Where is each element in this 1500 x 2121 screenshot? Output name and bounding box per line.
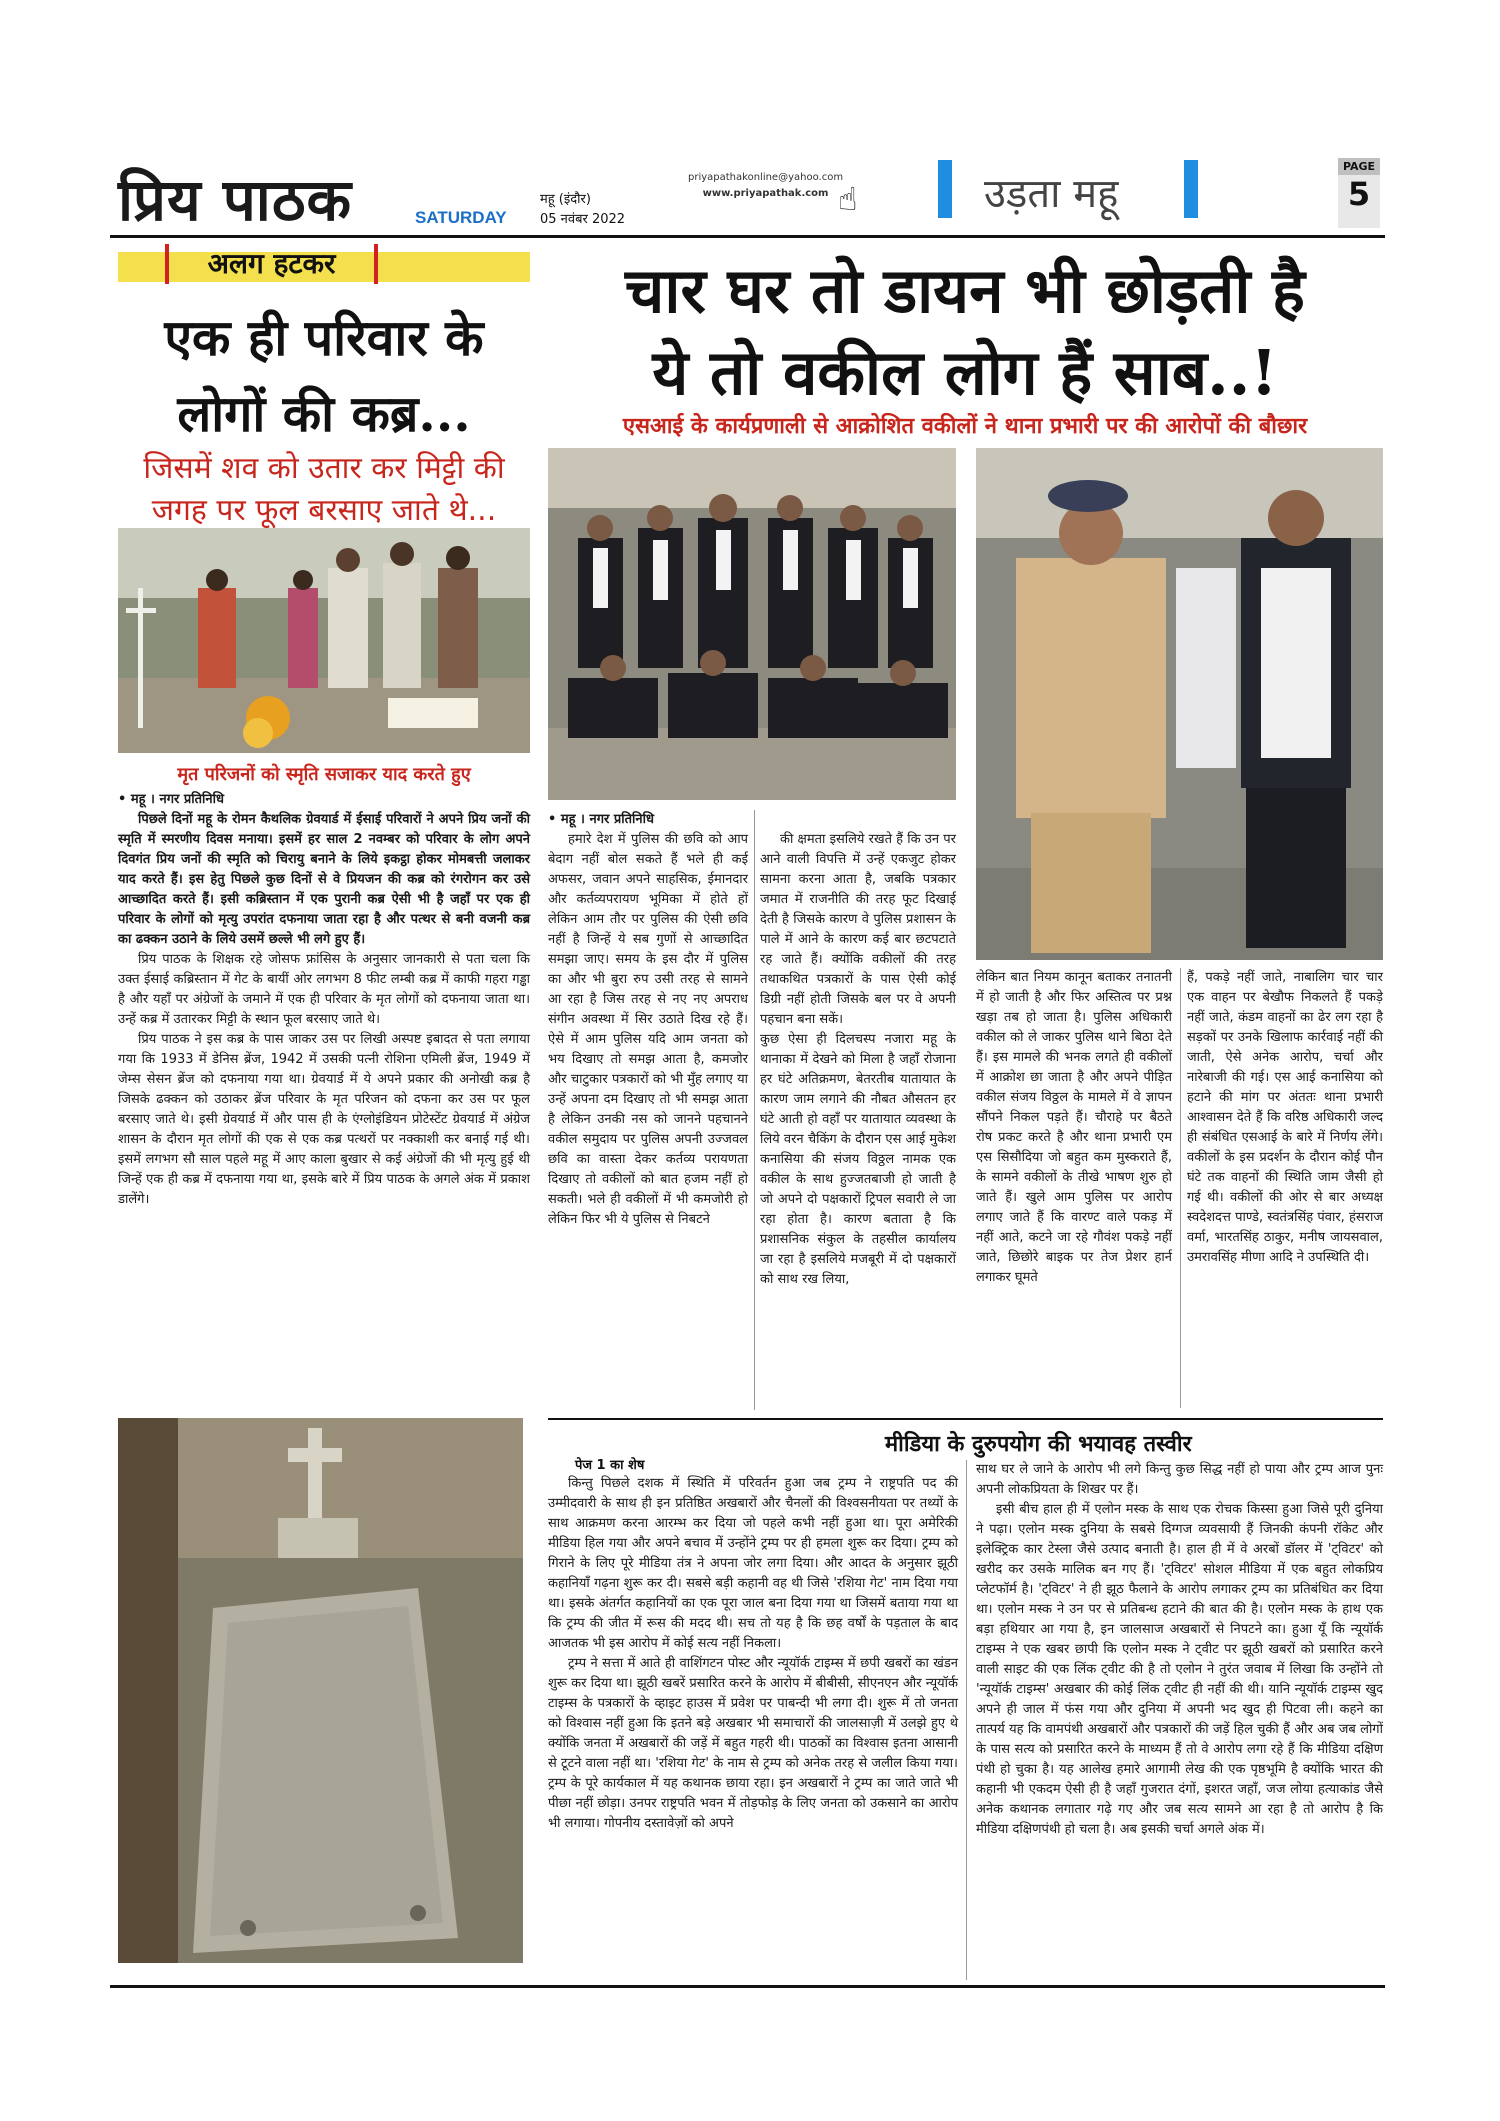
continued-label: पेज 1 का शेष: [575, 1458, 645, 1473]
bracket-left-icon: [938, 160, 952, 218]
bracket-right-icon: [1184, 160, 1198, 218]
continued-col-2b: इसी बीच हाल ही में एलोन मस्क के साथ एक रोचक किस्सा हुआ जिसे पूरी दुनिया ने पढ़ा। एलोन मस्क दुनिया के सबसे दिग्गज व्यवसायी हैं जिनकी कंपनी रॉकेट और इलेक्ट्रिक कार टेस्ला जैसे उत्पाद बनाती है। हाल ही में वे अरबों डॉलर में 'ट्विटर' को खरीद कर उसके मालिक बन गए हैं। 'ट्विटर' सोशल मीडिया में एक बहुत लोकप्रिय प्लेटफॉर्म है। 'ट्विटर' ने ही झूठ फैलाने के आरोप लगाकर ट्रम्प का प्रतिबंधित कर दिया था। एलोन मस्क ने उन पर से प्रतिबन्ध हटाने की बात की है। एलोन मस्क के हाथ एक बड़ा हथियार आ गया है, इन जालसाज अखबारों से निपटने का। हुआ यूँ कि न्यूयॉर्क टाइम्स ने एक खबर छापी कि एलोन मस्क ने ट्वीट पर झूठी खबरों को प्रसारित करने वाली साइट की एक लिंक ट्वीट की है तो एलोन ने तुरंत जवाब में लिखा कि उन्होंने तो 'न्यूयॉर्क टाइम्स' अखबार की कोई लिंक ट्वीट ही नहीं की थी। यानि न्यूयॉर्क टाइम्स खुद अपने ही जाल में फंस गया और दुनिया में अपनी भद खुद ही पिटवा ली। कहने का तात्पर्य यह कि वामपंथी अखबारों और पत्रकारों की जड़ें हिल चुकी हैं और अब जब लोगों के पास सत्य को प्रसारित करने के माध्यम हैं तो वे आरोप लगा रहे हैं कि मीडिया दक्षिण पंथी हो चुका है। यह आलेख हमारे आगामी लेख की एक पृष्ठभूमि है क्योंकि भारत की कहानी भी एकदम ऐसी ही है जहाँ गुजरात दंगों, इशरत जहाँ, जज लोया हत्याकांड जैसे अनेक कथानक लगातार गढ़े गए और जब सत्य सामने आ रहा है तो आरोप है कि मीडिया दक्षिणपंथी हो चला है। अब इसकी चर्चा अगले अंक में।: [976, 1502, 1383, 1837]
main-headline-line-2: ये तो वकील लोग हैं साब..!: [652, 336, 1278, 409]
police-officer-photo: [976, 448, 1383, 960]
main-col-1: [548, 810, 748, 1230]
left-para-1: प्रिय पाठक के शिक्षक रहे जोसफ फ्रांसिस के अनुसार जानकारी से पता चला कि उक्त ईसाई कब्रिस्तान में गेट के बायीं ओर लगभग 8 फीट लम्बी कब्र में काफी गहरा गड्ढा है और यहाँ पर अंग्रेजों के जमाने में एक ही परिवार के मृत लोगों को दफनाया जाता था। उन्हें कब्र में उतारकर मिट्टी के स्थान फूल बरसाए जाते थे।: [118, 952, 530, 1027]
masthead-date: 05 नवंबर 2022: [540, 212, 626, 227]
continued-title: मीडिया के दुरुपयोग की भयावह तस्वीर: [885, 1432, 1192, 1457]
masthead-rule: [110, 235, 1385, 238]
masthead-logo: प्रिय पाठक: [118, 166, 353, 234]
continued-col-2: [976, 1460, 1383, 1840]
masthead-place: महू (इंदौर): [540, 192, 591, 207]
column-divider: [754, 810, 755, 1410]
main-col-4-text: हैं, पकड़े नहीं जाते, नाबालिग चार चार एक वाहन पर बेखौफ निकलते हैं पकड़े नहीं जाते, कंडम वाहनों का ढेर लग रहा है सड़कों पर उनके खिलाफ कार्रवाई नहीं की जाती, ऐसे अनेक आरोप, चर्चा और नारेबाजी की गई। एस आई कनासिया को हटाने की मांग पर अंततः थाना प्रभारी आश्वासन देते हैं कि वरिष्ठ अधिकारी जल्द ही संबंधित एसआई के बारे में निर्णय लेंगे। वकीलों के इस प्रदर्शन के दौरान कोई पौन घंटे तक वाहनों की स्थिति जाम जैसी हो गई थी। वकीलों की ओर से बार अध्यक्ष स्वदेशदत्त पाण्डे, स्वतंत्रसिंह पंवार, हंसराज वर्मा, भारतसिंह ठाकुर, मनीष जायसवाल, उमरावसिंह मीणा आदि ने उपस्थिति दी।: [1187, 970, 1383, 1265]
lawyers-protest-photo: [548, 448, 956, 800]
pointer-hand-icon: ☝: [838, 180, 858, 218]
left-story-body: [118, 790, 530, 1210]
continued-col-1a: किन्तु पिछले दशक में स्थिति में परिवर्तन हुआ जब ट्रम्प ने राष्ट्रपति पद की उम्मीदवारी के साथ ही इन प्रतिष्ठित अखबारों और चैनलों की विश्वसनीयता पर तथ्यों के साथ आक्रमण करना आरम्भ कर दिया जो पहले कभी नहीं हुआ था। पूरा अमेरिकी मीडिया हिल गया और अपने बचाव में उन्होंने ट्रम्प पर ही हमला शुरू कर दिया। ट्रम्प को गिराने के लिए पूरे मीडिया तंत्र ने अपना जोर लगा दिया। और आदत के अनुसार झूठी कहानियाँ गढ़ना शुरू कर दी। सबसे बड़ी कहानी वह थी जिसे 'रशिया गेट' नाम दिया गया था। इसके अंतर्गत कहानियों का एक पूरा जाल बना दिया गया था जिसमें बताया गया था कि ट्रम्प की जीत में रूस की मदद थी। सच तो यह है कि छह वर्षों के पड़ताल के बाद आजतक भी इस आरोप में कोई सत्य नहीं निकला।: [548, 1476, 958, 1651]
page-number: 5: [1347, 175, 1371, 213]
main-byline: • महू । नगर प्रतिनिधि: [548, 812, 654, 827]
page-label: PAGE: [1338, 158, 1380, 175]
left-photo-caption: मृत परिजनों को स्मृति सजाकर याद करते हुए: [177, 764, 471, 785]
masthead-email: priyapathakonline@yahoo.com: [688, 172, 844, 183]
main-col-2: [760, 810, 956, 1310]
masthead-contact: [688, 170, 843, 202]
left-intro: पिछले दिनों महू के रोमन कैथलिक ग्रेवयार्ड में ईसाई परिवारों ने अपने प्रिय जनों की स्मृति में स्मरणीय दिवस मनाया। इसमें हर साल 2 नवम्बर को परिवार के लोग अपने दिवगंत प्रिय जनों की स्मृति को चिरायु बनाने के लिये इकट्ठा होकर मोमबत्ती जलाकर याद करते हैं। इस हेतु पिछले कुछ दिनों से वे प्रियजन की कब्र को रंगरोगन कर उसे आच्छादित करते हैं। इसी कब्रिस्तान में एक पुरानी कब्र ऐसी भी है जहाँ पर एक ही परिवार के लोगों को मृत्यु उपरांत दफनाया जाता रहा है और पत्थर से बनी वजनी कब्र का ढक्कन उठाने के लिये उसमें छल्ले भी लगे हुए हैं।: [118, 812, 530, 947]
left-headline: एक ही परिवार के लोगों की कब्र...: [164, 308, 484, 443]
section-title-box: [938, 160, 1198, 220]
grave-tomb-photo: [118, 1418, 523, 1963]
left-subhead: जिसमें शव को उतार कर मिट्टी की जगह पर फूल बरसाए जाते थे...: [143, 451, 505, 528]
masthead-day: SATURDAY: [415, 208, 507, 227]
continued-col-1b: ट्रम्प ने सत्ता में आते ही वाशिंगटन पोस्ट और न्यूयॉर्क टाइम्स में छपी खबरों का खंडन शुरू कर दिया था। झूठी खबरें प्रसारित करने के आरोप में बीबीसी, सीएनएन और न्यूयॉर्क टाइम्स के पत्रकारों के व्हाइट हाउस में प्रवेश पर पाबन्दी भी लगा दी। शुरू में तो जनता को विश्वास नहीं हुआ कि इतने बड़े अखबार भी समाचारों की जालसाज़ी में उलझे हुए थे क्योंकि जनता में अखबारों की जड़ें में बहुत गहरी थी। पाठकों का विश्वास इतना आसानी से टूटने वाला नहीं था। 'रशिया गेट' के नाम से ट्रम्प को अनेक तरह से जलील किया गया। ट्रम्प के पूरे कार्यकाल में यह कथानक छाया रहा। इन अखबारों ने ट्रम्प का जाते जाते भी पीछा नहीं छोड़ा। उनपर राष्ट्रपति भवन में तोड़फोड़ के लिए जनता को उकसाने का आरोप भी लगाया। गोपनीय दस्तावेज़ों को अपने: [548, 1656, 958, 1831]
graveyard-crowd-photo: [118, 528, 530, 753]
masthead-website: www.priyapathak.com: [702, 188, 829, 199]
story-tag: अलग हटकर: [165, 244, 378, 284]
column-divider: [1180, 968, 1181, 1408]
column-divider: [966, 1460, 967, 1980]
left-para-2: प्रिय पाठक ने इस कब्र के पास जाकर उस पर लिखी अस्पष्ट इबादत से पता लगाया गया कि 1933 में डेनिस ब्रेंज, 1942 में उसकी पत्नी रोशिना एमिली ब्रेंज, 1949 में जेम्स सेसन ब्रेंज को दफनाया गया था। ग्रेवयार्ड में ये अपने प्रकार की अनोखी कब्र है जिसके ढक्कन को उठाकर ब्रेंज परिवार के मृत परिजन को दफना कर उस पर फूल बरसाए जाते थे। इसी ग्रेवयार्ड में और पास ही के एंग्लोइंडियन प्रोटेस्टेंट ग्रेवयार्ड में अंग्रेज शासन के दौरान मृत लोगों की एक से एक कब्र पत्थरों पर नक्काशी कर बनाई गई थी। इसमें लगभग सौ साल पहले महू में आए काला बुखार से कई अंग्रेजों की भी मृत्यु हुई थी जिन्हें एक ही कब्र में दफनाया गया था, इसके बारे में प्रिय पाठक के अगले अंक में प्रकाश डालेंगे।: [118, 1032, 530, 1207]
footer-rule: [110, 1985, 1385, 1988]
main-col-3: [976, 968, 1172, 1288]
left-byline: • महू । नगर प्रतिनिधि: [118, 792, 224, 807]
section-title: उड़ता महू: [984, 171, 1119, 217]
main-col-3-text: लेकिन बात नियम कानून बताकर तनातनी में हो जाती है और फिर अस्तित्व पर प्रश्न खड़ा तब हो जाता है। पुलिस अधिकारी वकील को ले जाकर पुलिस थाने बिठा देते हैं। इस मामले की भनक लगते ही वकीलों में आक्रोश छा जाता है और अपने पीड़ित वकील संजय विठ्ठल के मामले में वे ज्ञापन सौंपने निकल पड़ते हैं। चौराहे पर बैठते रोष प्रकट करते है और थाना प्रभारी एम एस सिसौदिया जो बहुत कम मुस्कराते हैं, के सामने वकीलों के तीखे भाषण शुरु हो जाते हैं। खुले आम पुलिस पर आरोप लगाए जाते हैं कि वारण्ट वाले पकड़ में नहीं आते, कटने जा रहे गौवंश पकड़े नहीं जाते, छिछोरे बाइक पर तेज प्रेशर हार्न लगाकर घूमते: [976, 970, 1172, 1285]
continued-col-2a: साथ घर ले जाने के आरोप भी लगे किन्तु कुछ सिद्ध नहीं हो पाया और ट्रम्प आज पुनः अपनी लोकप्रियता के शिखर पर हैं।: [976, 1462, 1383, 1497]
continued-rule: [548, 1418, 1383, 1420]
main-col-2-text: की क्षमता इसलिये रखते हैं कि उन पर आने वाली विपत्ति में उन्हें एकजुट होकर सामना करना आता है, जबकि पत्रकार जमात में राजनीति की तरह फूट दिखाई देती है जिसके कारण वे पुलिस प्रशासन के पाले में आने के कारण कई बार छटपटाते रह जाते हैं। क्योंकि वकीलों की तरह तथाकथित पत्रकारों के पास ऐसी कोई डिग्री नहीं होती जिसके बल पर वे अपनी पहचान बना सकें। कुछ ऐसा ही दिलचस्प नजारा महू के थानाका में देखने को मिला है जहाँ रोजाना हर घंटे अतिक्रमण, बेतरतीब यातायात के कारण जाम लगाने की नौबत औसतन हर घंटे आती हो वहाँ पर यातायात व्यवस्था के लिये वरन चैकिंग के दौरान एस आई मुकेश कनासिया की संजय विठ्ठल नामक एक वकील के साथ हुज्जतबाजी हो जाती है जो अपने दो पक्षकारों ट्रिपल सवारी ले जा रहा होता है। कारण बताता है कि प्रशासनिक संकुल के तहसील कार्यालय जा रहा है इसलिये मजबूरी में दो पक्षकारों को साथ रख लिया,: [760, 832, 956, 1287]
main-headline: [545, 250, 1385, 414]
page-number-box: [1338, 158, 1380, 228]
main-col-4: [1187, 968, 1383, 1268]
main-headline-line-1: चार घर तो डायन भी छोड़ती है: [625, 254, 1305, 327]
main-subhead: एसआई के कार्यप्रणाली से आक्रोशित वकीलों ने थाना प्रभारी पर की आरोपों की बौछार: [622, 414, 1308, 439]
masthead-place-date: [540, 190, 625, 230]
main-col-1-text: हमारे देश में पुलिस की छवि को आप बेदाग नहीं बोल सकते हैं भले ही कई अफसर, जवान अपने साहसिक, ईमानदार और कर्तव्यपरायण भूमिका में होते हों लेकिन आम तौर पर पुलिस की ऐसी छवि नहीं है जिन्हें ये सब गुणों से आच्छादित समझा जाए। समय के इस दौर में पुलिस का और भी बुरा रुप उसी तरह से सामने आ रहा है जिस तरह से नए नए अपराध संगीन अवस्था में सिर उठाते दिख रहे हैं। ऐसे में आम पुलिस यदि आम जनता को भय दिखाए तो समझ आता है, कमजोर और चाटुकार पत्रकारों को भी मुँह लगाए या उन्हें अपना दम दिखाए तो भी समझ आता है लेकिन उनकी नस को जानने पहचानने वकील समुदाय पर पुलिस अपनी उज्जवल छवि का वास्ता देकर कर्तव्य परायणता दिखाए तो वकीलों को बात हजम नहीं हो सकती। भले ही वकीलों में भी कमजोरी हो लेकिन फिर भी ये पुलिस से निबटने: [548, 832, 748, 1227]
continued-col-1: [548, 1474, 958, 1834]
